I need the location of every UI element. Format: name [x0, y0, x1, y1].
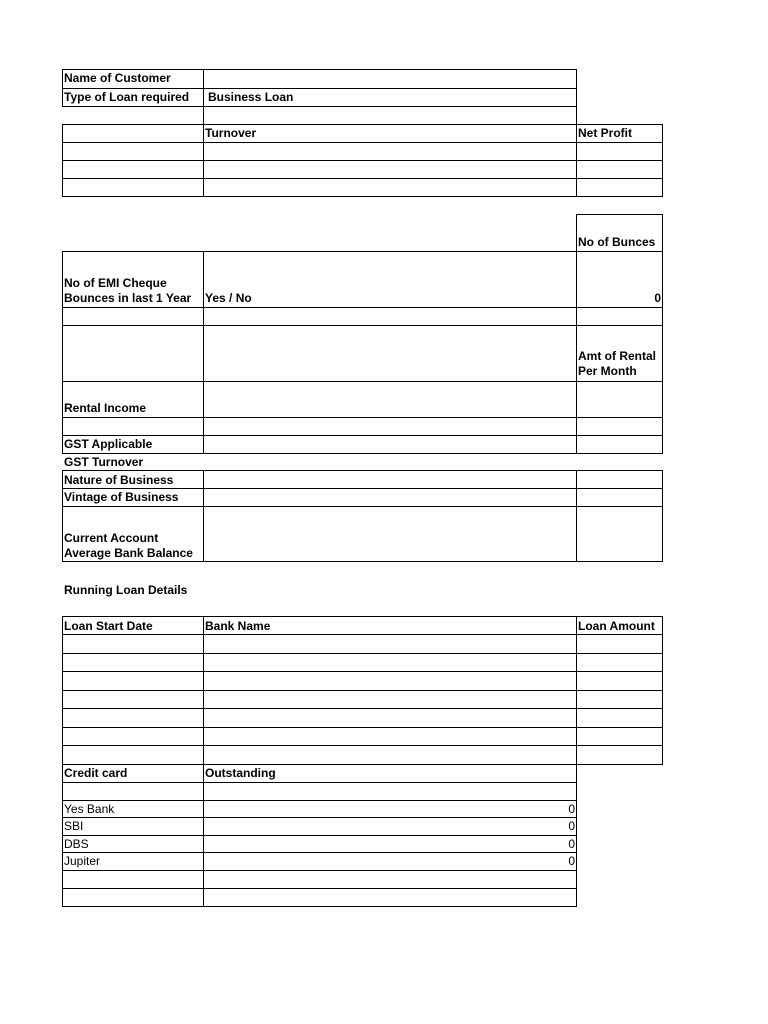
- emi-bounces-label-line1: No of EMI Cheque: [64, 276, 167, 290]
- nature-of-business-label: Nature of Business: [64, 473, 174, 487]
- grid-line: [62, 69, 63, 107]
- grid-line: [62, 88, 577, 89]
- grid-line: [62, 870, 577, 871]
- col-loan-start-date: Loan Start Date: [64, 619, 153, 633]
- credit-card-outstanding: 0: [568, 854, 575, 868]
- grid-line: [62, 653, 663, 654]
- grid-line: [62, 906, 577, 907]
- grid-line: [62, 470, 663, 471]
- grid-line: [62, 69, 577, 70]
- running-loan-title: Running Loan Details: [64, 583, 188, 597]
- net-profit-header: Net Profit: [578, 126, 632, 140]
- current-account-line1: Current Account: [64, 531, 159, 545]
- grid-line: [203, 764, 204, 907]
- grid-line: [662, 470, 663, 562]
- name-of-customer-label: Name of Customer: [64, 71, 171, 85]
- grid-line: [203, 124, 204, 197]
- grid-line: [62, 690, 663, 691]
- no-of-bunces-label: No of Bunces: [578, 235, 656, 249]
- grid-line: [62, 124, 63, 197]
- grid-line: [662, 124, 663, 197]
- grid-line: [203, 251, 204, 454]
- grid-line: [62, 325, 663, 326]
- type-of-loan-value: Business Loan: [208, 90, 294, 104]
- grid-line: [62, 435, 663, 436]
- grid-line: [62, 835, 577, 836]
- credit-card-bank: DBS: [64, 837, 89, 851]
- emi-bounces-value: Yes / No: [205, 291, 252, 305]
- grid-line: [576, 214, 663, 215]
- grid-line: [62, 888, 577, 889]
- credit-card-bank: Yes Bank: [64, 802, 115, 816]
- emi-bounces-label-line2: Bounces in last 1 Year: [64, 291, 192, 305]
- rental-income-label: Rental Income: [64, 401, 147, 415]
- col-outstanding: Outstanding: [205, 766, 276, 780]
- grid-line: [62, 124, 663, 125]
- type-of-loan-label: Type of Loan required: [64, 90, 190, 104]
- grid-line: [662, 616, 663, 765]
- grid-line: [62, 251, 663, 252]
- grid-line: [62, 196, 663, 197]
- grid-line: [62, 142, 663, 143]
- grid-line: [62, 178, 663, 179]
- emi-bounces-count: 0: [654, 291, 661, 305]
- grid-line: [203, 69, 204, 125]
- col-loan-amount: Loan Amount: [578, 619, 655, 633]
- col-credit-card: Credit card: [64, 766, 128, 780]
- credit-card-bank: Jupiter: [64, 854, 101, 868]
- grid-line: [62, 817, 577, 818]
- grid-line: [62, 160, 663, 161]
- grid-line: [62, 488, 663, 489]
- grid-line: [62, 708, 663, 709]
- grid-line: [576, 470, 577, 562]
- amt-rental-line2: Per Month: [578, 364, 637, 378]
- grid-line: [62, 106, 577, 107]
- grid-line: [62, 782, 577, 783]
- col-bank-name: Bank Name: [205, 619, 271, 633]
- grid-line: [62, 634, 663, 635]
- gst-turnover-label: GST Turnover: [64, 455, 144, 469]
- current-account-line2: Average Bank Balance: [64, 546, 193, 560]
- grid-line: [576, 124, 577, 197]
- grid-line: [576, 764, 577, 907]
- credit-card-outstanding: 0: [568, 802, 575, 816]
- grid-line: [62, 764, 63, 907]
- gst-applicable-label: GST Applicable: [64, 437, 153, 451]
- grid-line: [576, 616, 577, 765]
- grid-line: [62, 764, 663, 765]
- vintage-of-business-label: Vintage of Business: [64, 490, 179, 504]
- grid-line: [662, 214, 663, 454]
- grid-line: [62, 417, 663, 418]
- grid-line: [62, 470, 63, 562]
- grid-line: [62, 745, 663, 746]
- grid-line: [62, 671, 663, 672]
- grid-line: [62, 727, 663, 728]
- grid-line: [62, 616, 63, 765]
- grid-line: [62, 453, 663, 454]
- grid-line: [62, 800, 577, 801]
- grid-line: [62, 506, 663, 507]
- grid-line: [62, 852, 577, 853]
- grid-line: [62, 307, 663, 308]
- grid-line: [62, 251, 63, 454]
- credit-card-outstanding: 0: [568, 837, 575, 851]
- grid-line: [576, 69, 577, 125]
- grid-line: [62, 616, 663, 617]
- credit-card-outstanding: 0: [568, 819, 575, 833]
- grid-line: [62, 381, 663, 382]
- turnover-header: Turnover: [205, 126, 257, 140]
- credit-card-bank: SBI: [64, 819, 84, 833]
- grid-line: [576, 214, 577, 454]
- amt-rental-line1: Amt of Rental: [578, 349, 656, 363]
- grid-line: [203, 470, 204, 562]
- grid-line: [203, 616, 204, 765]
- grid-line: [62, 561, 663, 562]
